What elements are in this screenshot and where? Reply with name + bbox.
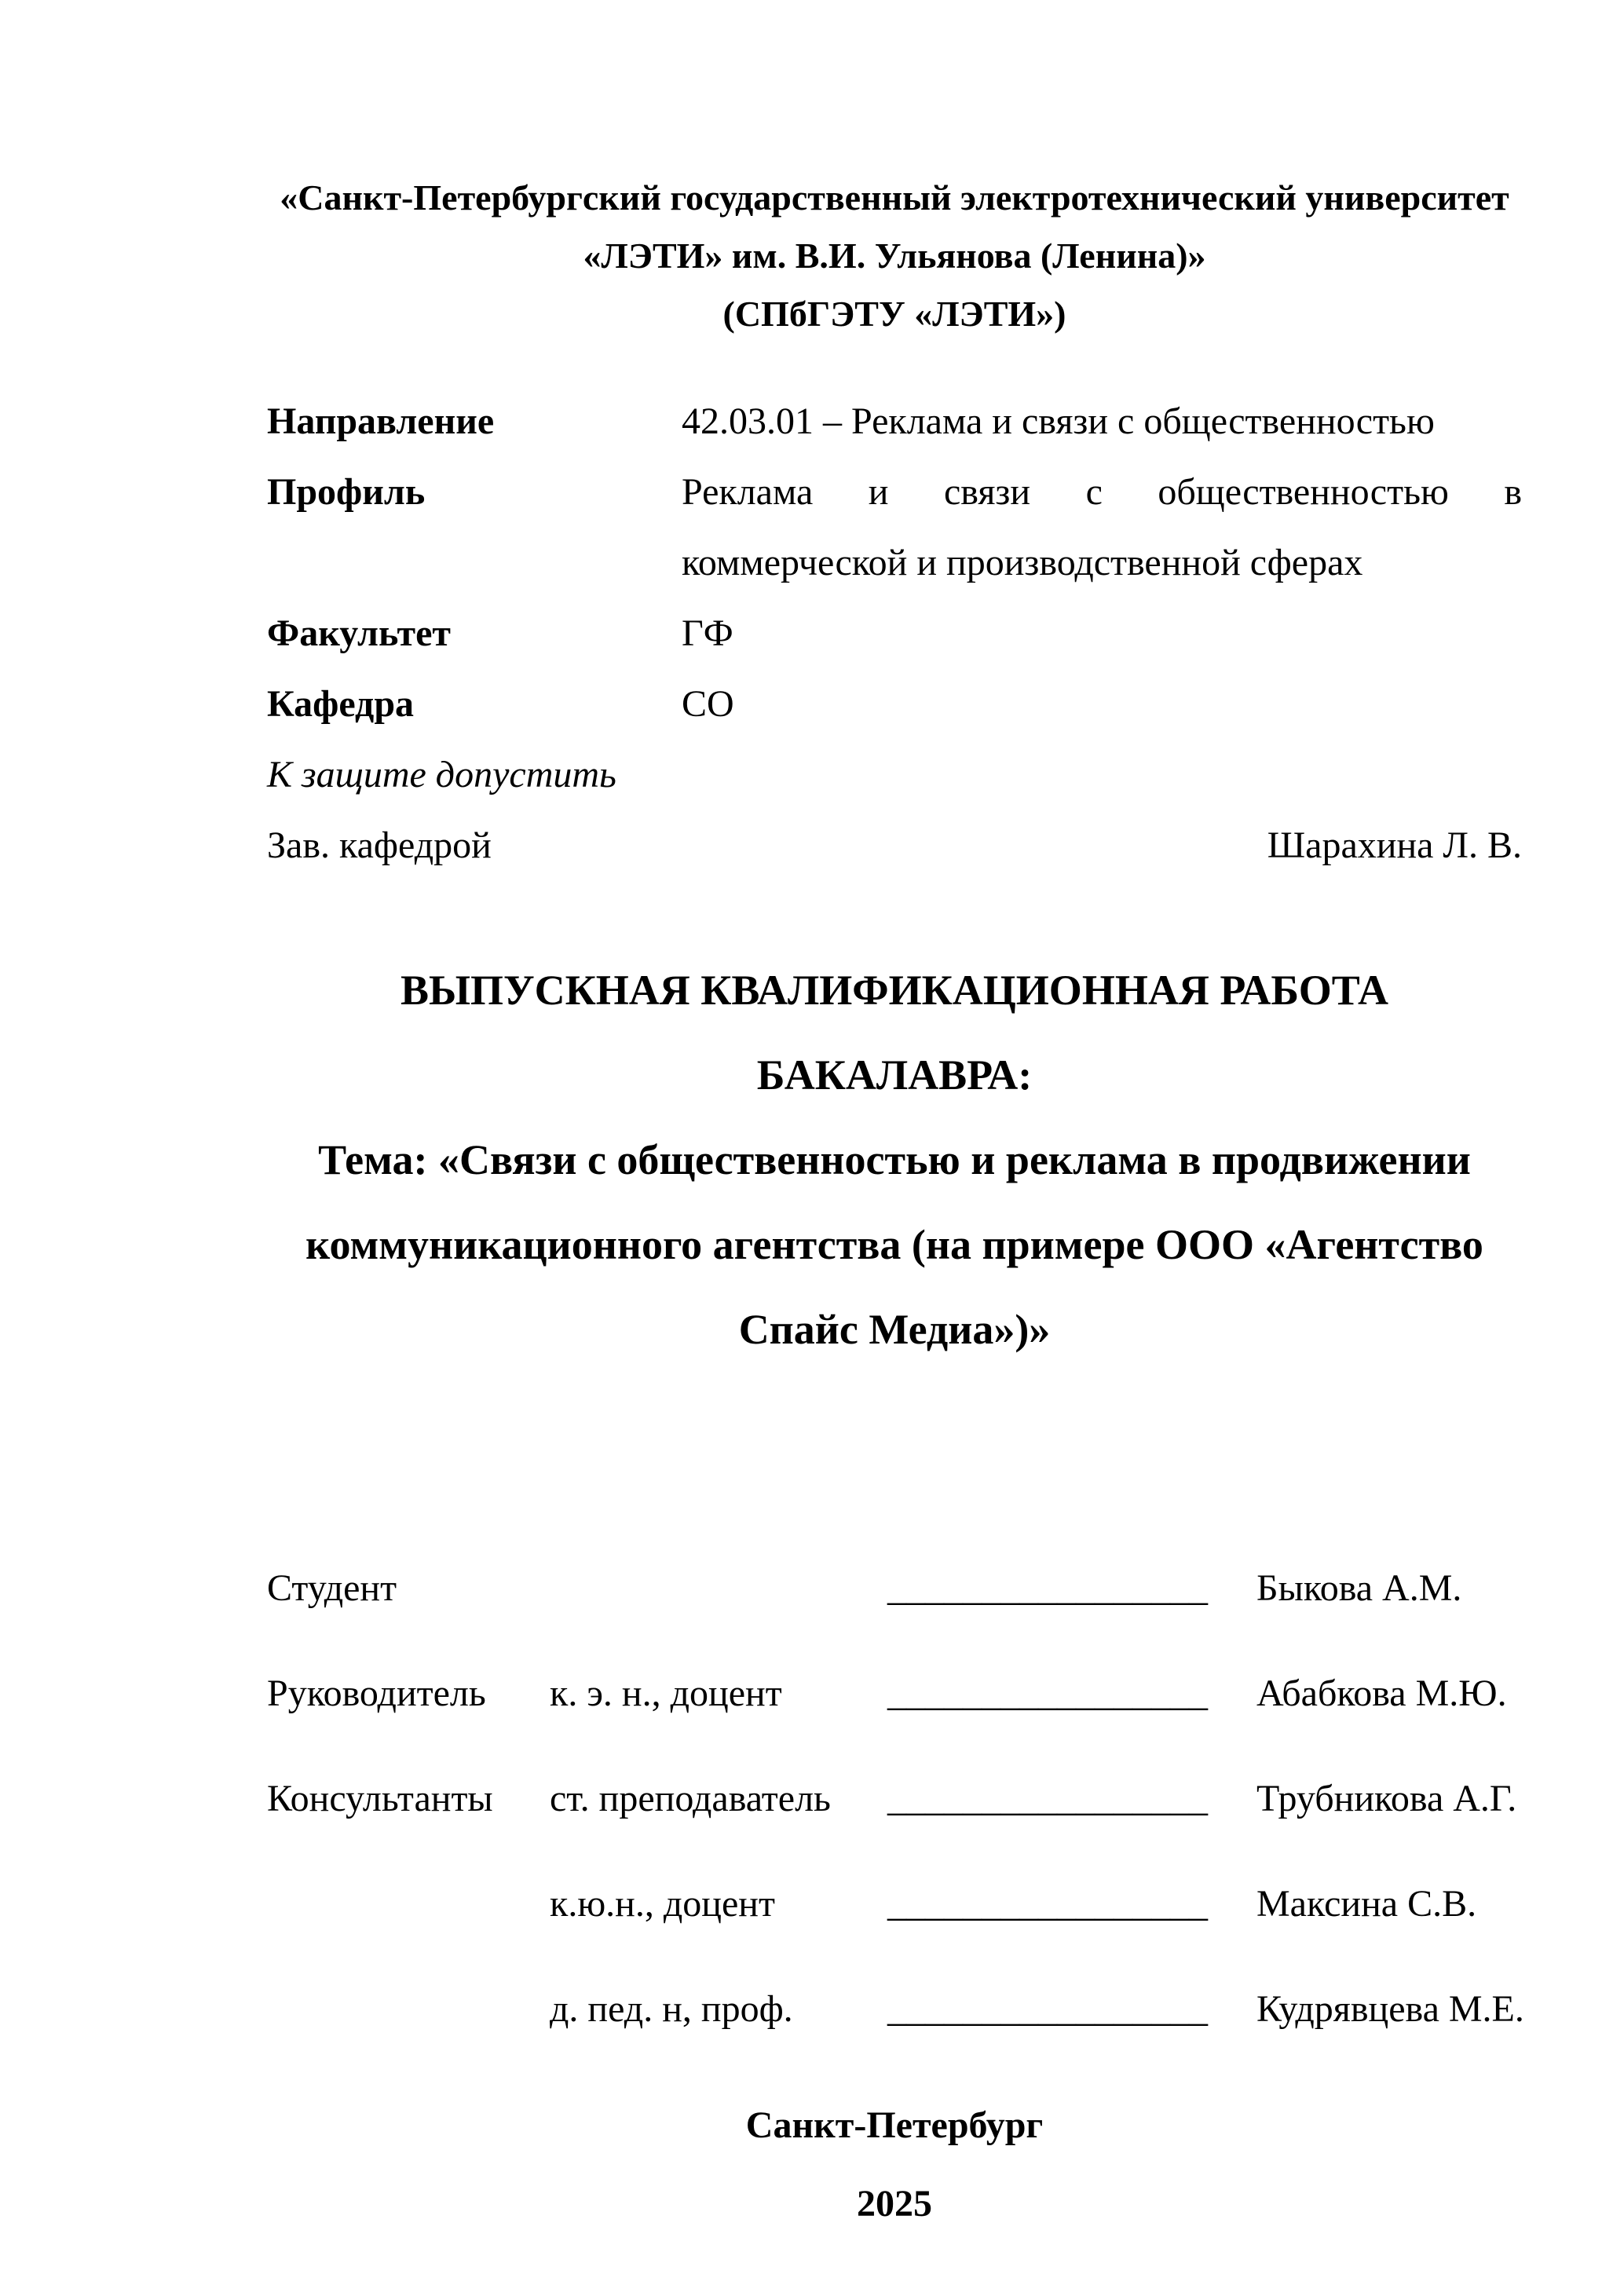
direction-label: Направление [267,400,495,442]
signature-degree: ст. преподаватель [550,1778,831,1819]
work-theme: Тема: «Связи с общественностью и реклама в продвижении коммуникационного агентства (на примере ООО «Агентство Спайс Медиа»)» [305,1136,1483,1353]
university-header [267,169,1522,343]
signature-line: _________________ [887,1883,1208,1925]
department-label: Кафедра [267,683,415,725]
signature-role [267,1981,550,2038]
signature-name: Максина С.В. [1256,1883,1477,1925]
footer [267,2086,1522,2243]
work-title-line1: ВЫПУСКНАЯ КВАЛИФИКАЦИОННАЯ РАБОТА [400,967,1389,1014]
signature-role: Студент [267,1567,397,1609]
signature-degree: к.ю.н., доцент [550,1883,775,1925]
signature-row-consultant-2 [267,1876,1522,1932]
faculty-value: ГФ [682,612,733,654]
head-of-department-label: Зав. кафедрой [267,824,492,866]
profile-label: Профиль [267,471,426,513]
footer-city: Санкт-Петербург [745,2104,1044,2146]
signature-name: Трубникова А.Г. [1256,1778,1517,1819]
university-name-line2: «ЛЭТИ» им. В.И. Ульянова (Ленина)» [583,236,1206,276]
admit-to-defense-note: К защите допустить [267,754,616,795]
signature-name: Абабкова М.Ю. [1256,1673,1507,1714]
signature-line: _________________ [887,1778,1208,1819]
department-value: СО [682,683,734,725]
faculty-row [267,598,1522,669]
signature-row-student [267,1560,1522,1617]
signature-degree: д. пед. н, проф. [550,1988,793,2030]
signature-degree: к. э. н., доцент [550,1673,782,1714]
department-row [267,669,1522,740]
signature-name: Быкова А.М. [1256,1567,1462,1609]
signature-row-consultant-1 [267,1771,1522,1827]
profile-value: Реклама и связи с общественностью в коммерческой и производственной сферах [682,471,1522,583]
footer-year: 2025 [857,2183,932,2225]
signature-row-consultant-3 [267,1981,1522,2038]
work-title-block [267,948,1522,1372]
signature-role: Консультанты [267,1778,493,1819]
work-title-line2: БАКАЛАВРА: [756,1051,1033,1099]
signature-row-supervisor [267,1665,1522,1722]
profile-row [267,457,1522,598]
direction-row [267,386,1522,457]
program-info-section [267,386,1522,881]
signature-line: _________________ [887,1567,1208,1609]
signature-degree [550,1560,887,1617]
head-of-department-name: Шарахина Л. В. [1267,824,1522,866]
head-of-department-row [267,810,1522,881]
signature-name: Кудрявцева М.Е. [1256,1988,1524,2030]
university-name-line1: «Санкт-Петербургский государственный электротехнический университет [280,177,1509,218]
direction-value: 42.03.01 – Реклама и связи с общественностью [682,400,1435,442]
signatures-section [267,1560,1522,2038]
signature-role [267,1876,550,1932]
faculty-label: Факультет [267,612,451,654]
signature-line: _________________ [887,1673,1208,1714]
signature-line: _________________ [887,1988,1208,2030]
signature-role: Руководитель [267,1673,486,1714]
university-abbreviation: (СПбГЭТУ «ЛЭТИ») [722,294,1066,334]
